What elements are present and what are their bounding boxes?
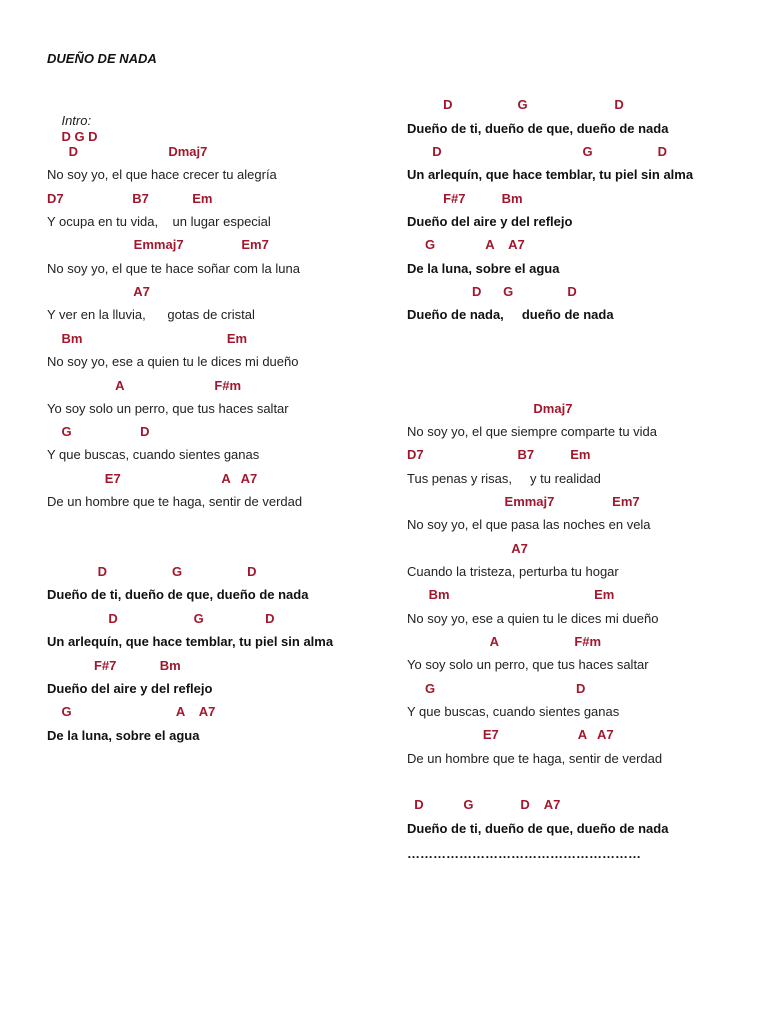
lyric-line: Un arlequín, que hace temblar, tu piel sin alma <box>407 167 694 182</box>
lyric-line: Dueño de nada, dueño de nada <box>407 307 614 322</box>
chord-line: A7 <box>407 541 528 556</box>
chord-line: Bm Em <box>407 587 615 602</box>
lyric-line: Dueño de ti, dueño de que, dueño de nada <box>407 121 669 136</box>
lyric-line: Dueño del aire y del reflejo <box>407 214 573 229</box>
lyric-line: De un hombre que te haga, sentir de verdad <box>47 494 303 509</box>
chord-line: D7 B7 Em <box>407 447 591 462</box>
lyric-line: Y ver en la lluvia, gotas de cristal <box>47 307 255 322</box>
lyric-line: Dueño del aire y del reflejo <box>47 681 213 696</box>
lyric-line: No soy yo, el que hace crecer tu alegría <box>47 167 277 182</box>
chord-line: Bm Em <box>47 331 248 346</box>
chord-line: Emmaj7 Em7 <box>407 494 640 509</box>
lyric-line: No soy yo, el que siempre comparte tu vida <box>407 424 658 439</box>
chord-line: D G D <box>407 97 624 112</box>
chord-line: Emmaj7 Em7 <box>47 237 269 252</box>
lyric-line: Yo soy solo un perro, que tus haces saltar <box>47 401 289 416</box>
lyric-line: Dueño de ti, dueño de que, dueño de nada <box>47 587 309 602</box>
chord-line: D G D A7 <box>407 797 561 812</box>
lyric-line: Cuando la tristeza, perturba tu hogar <box>407 564 619 579</box>
song-title: DUEÑO DE NADA <box>47 51 157 66</box>
chord-line: D G D <box>407 284 577 299</box>
continuation-dots: ……………………………………………… <box>407 846 641 861</box>
chord-line: D Dmaj7 <box>47 144 208 159</box>
chord-line: D G D <box>407 144 668 159</box>
chord-line: D G D <box>47 611 275 626</box>
lyric-line: Tus penas y risas, y tu realidad <box>407 471 601 486</box>
chord-line: G D <box>47 424 150 439</box>
chord-line: E7 A A7 <box>407 727 614 742</box>
intro-label: Intro: <box>61 113 92 128</box>
lyric-line: Yo soy solo un perro, que tus haces saltar <box>407 657 649 672</box>
chord-line: A7 <box>47 284 150 299</box>
lyric-line: No soy yo, el que pasa las noches en vela <box>407 517 651 532</box>
chord-line: G A A7 <box>407 237 525 252</box>
chord-line: A F#m <box>47 378 242 393</box>
lyric-line: De la luna, sobre el agua <box>47 728 200 743</box>
lyric-line: Y que buscas, cuando sientes ganas <box>407 704 620 719</box>
lyric-line: Dueño de ti, dueño de que, dueño de nada <box>407 821 669 836</box>
lyric-line: Y ocupa en tu vida, un lugar especial <box>47 214 271 229</box>
chord-line: G A A7 <box>47 704 216 719</box>
intro-chords: D G D <box>61 129 98 144</box>
chord-line: G D <box>407 681 586 696</box>
chord-line: A F#m <box>407 634 602 649</box>
lyric-line: No soy yo, el que te hace soñar com la luna <box>47 261 300 276</box>
chord-line: Dmaj7 <box>407 401 573 416</box>
lyric-line: Y que buscas, cuando sientes ganas <box>47 447 260 462</box>
lyric-line: De la luna, sobre el agua <box>407 261 560 276</box>
lyric-line: De un hombre que te haga, sentir de verdad <box>407 751 663 766</box>
chord-line: D7 B7 Em <box>47 191 213 206</box>
lyric-line: No soy yo, ese a quien tu le dices mi dueño <box>407 611 659 626</box>
lyric-line: No soy yo, ese a quien tu le dices mi dueño <box>47 354 299 369</box>
lyric-line: Un arlequín, que hace temblar, tu piel sin alma <box>47 634 334 649</box>
chord-line: F#7 Bm <box>47 658 181 673</box>
chord-line: D G D <box>47 564 257 579</box>
chord-line: F#7 Bm <box>407 191 523 206</box>
chord-line: E7 A A7 <box>47 471 258 486</box>
